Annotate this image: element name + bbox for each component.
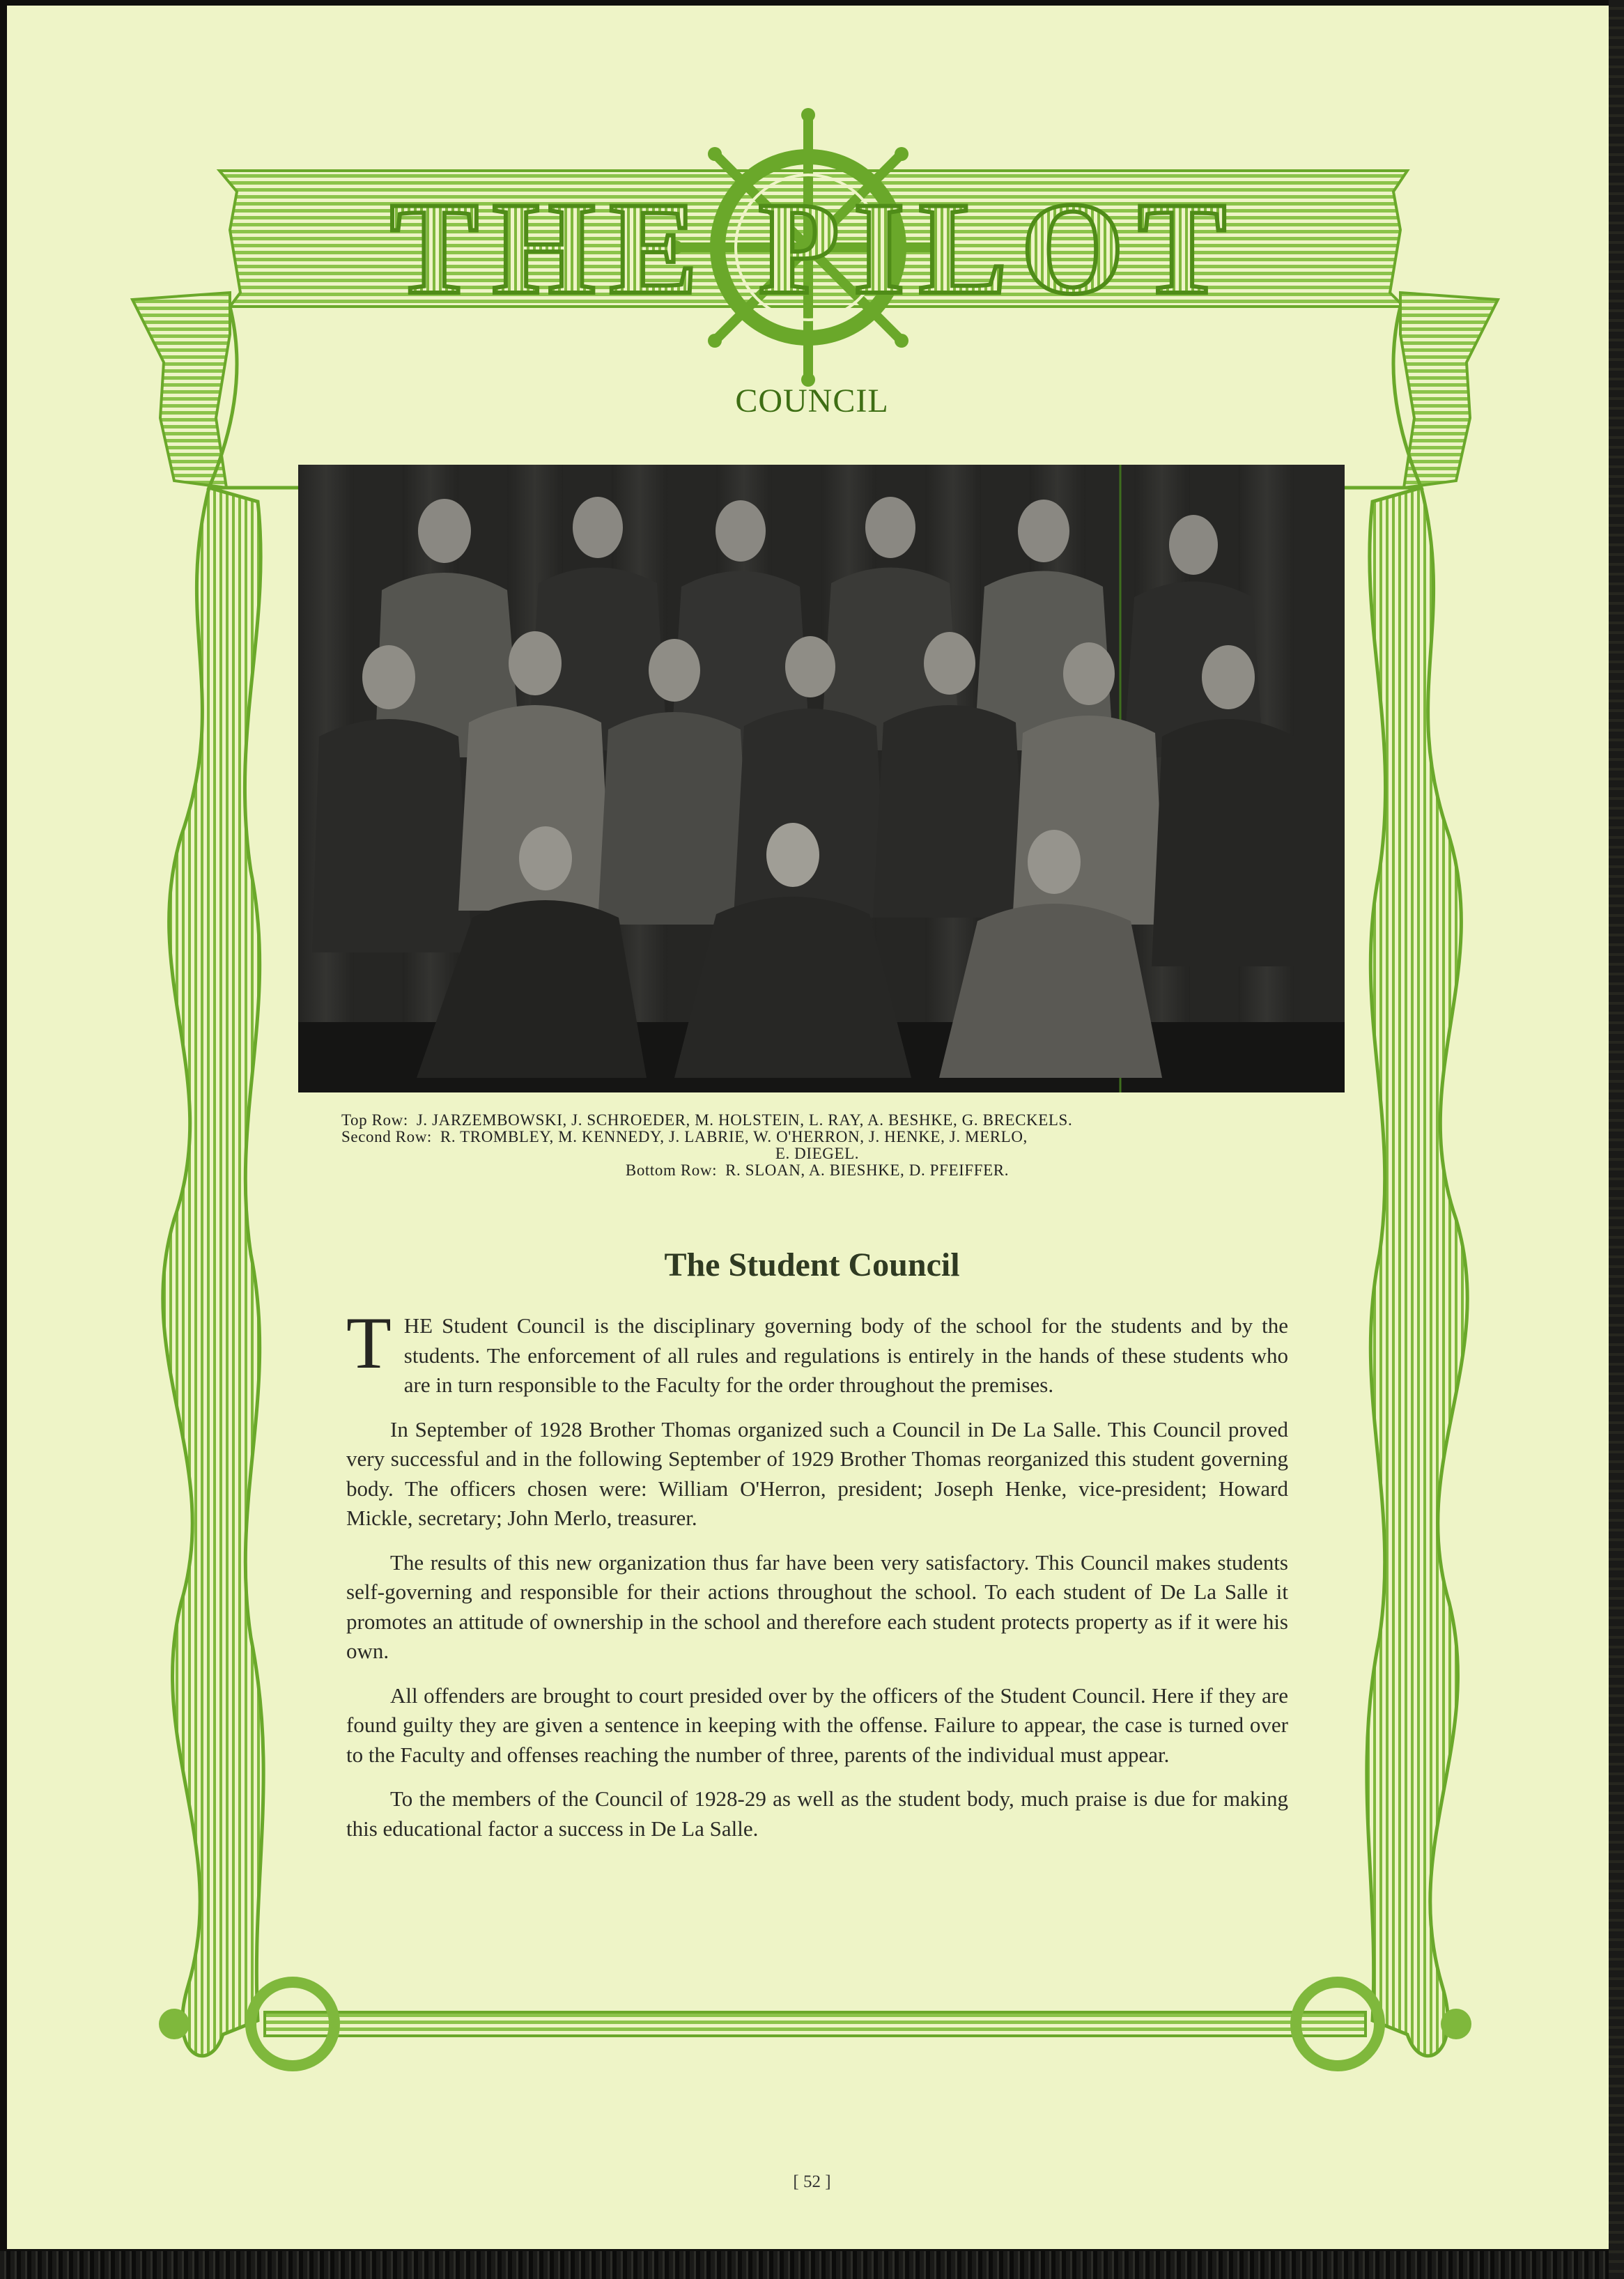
svg-text:THE PILOT: THE PILOT [390, 176, 1240, 322]
article-title: The Student Council [664, 1246, 960, 1283]
article-body [346, 1302, 1288, 1858]
caption-second-row [341, 1129, 1293, 1145]
caption-second-names-cont: E. DIEGEL. [775, 1145, 860, 1162]
drop-cap: T [346, 1302, 392, 1384]
caption-second-names: R. TROMBLEY, M. KENNEDY, J. LABRIE, W. O'HERRON, J. HENKE, J. MERLO, [440, 1128, 1028, 1145]
masthead-logo [390, 176, 1240, 322]
caption-top-names: J. JARZEMBOWSKI, J. SCHROEDER, M. HOLSTEIN, L. RAY, A. BESHKE, G. BRECKELS. [416, 1111, 1073, 1129]
caption-top-label: Top Row: [341, 1111, 408, 1129]
paragraph-1-text: HE Student Council is the disciplinary governing body of the school for the students and by the students. The enforcement of all rules and regulations is entirely in the hands of these students who are in turn responsible to the Faculty for the order throughout the premises. [403, 1313, 1288, 1397]
article-paragraph-1 [346, 1302, 1288, 1400]
article-paragraph-4: All offenders are brought to court presided over by the officers of the Student Council. Here if they are found guilty they are given a sentence in keeping with the offense. Failure to appear, the case is turned over to the Faculty and offenses reaching the number of three, parents of the individual must appear. [346, 1683, 1288, 1767]
page-number: [ 52 ] [793, 2172, 831, 2191]
caption-second-label: Second Row: [341, 1128, 432, 1145]
section-heading: COUNCIL [735, 383, 889, 419]
caption-bottom-names: R. SLOAN, A. BIESHKE, D. PFEIFFER. [725, 1161, 1010, 1179]
article-paragraph-2: In September of 1928 Brother Thomas organized such a Council in De La Salle. This Council proved very successful and in the following September of 1929 Brother Thomas reorganized this student governing body. The officers chosen were: William O'Herron, president; Joseph Henke, vice-president; Howard Mickle, secretary; John Merlo, treasurer. [346, 1416, 1288, 1530]
caption-bottom-label: Bottom Row: [625, 1161, 718, 1179]
scan-edge-right [1609, 0, 1624, 2279]
scan-edge-bottom [0, 2251, 1624, 2279]
photo-caption [341, 1112, 1293, 1179]
caption-bottom-row [341, 1162, 1293, 1179]
article-paragraph-5: To the members of the Council of 1928-29 as well as the student body, much praise is due for making this educational factor a success in De La Salle. [346, 1786, 1288, 1841]
group-photo [298, 465, 1345, 1092]
bottom-bar-ornament [159, 1982, 1471, 2066]
article-paragraph-3: The results of this new organization thus far have been very satisfactory. This Council makes students self-governing and responsible for their actions throughout the school. To each student of De La Salle it promotes an attitude of ownership in the school and therefore each student protects property as if it were his own. [346, 1550, 1288, 1663]
caption-top-row [341, 1112, 1293, 1129]
